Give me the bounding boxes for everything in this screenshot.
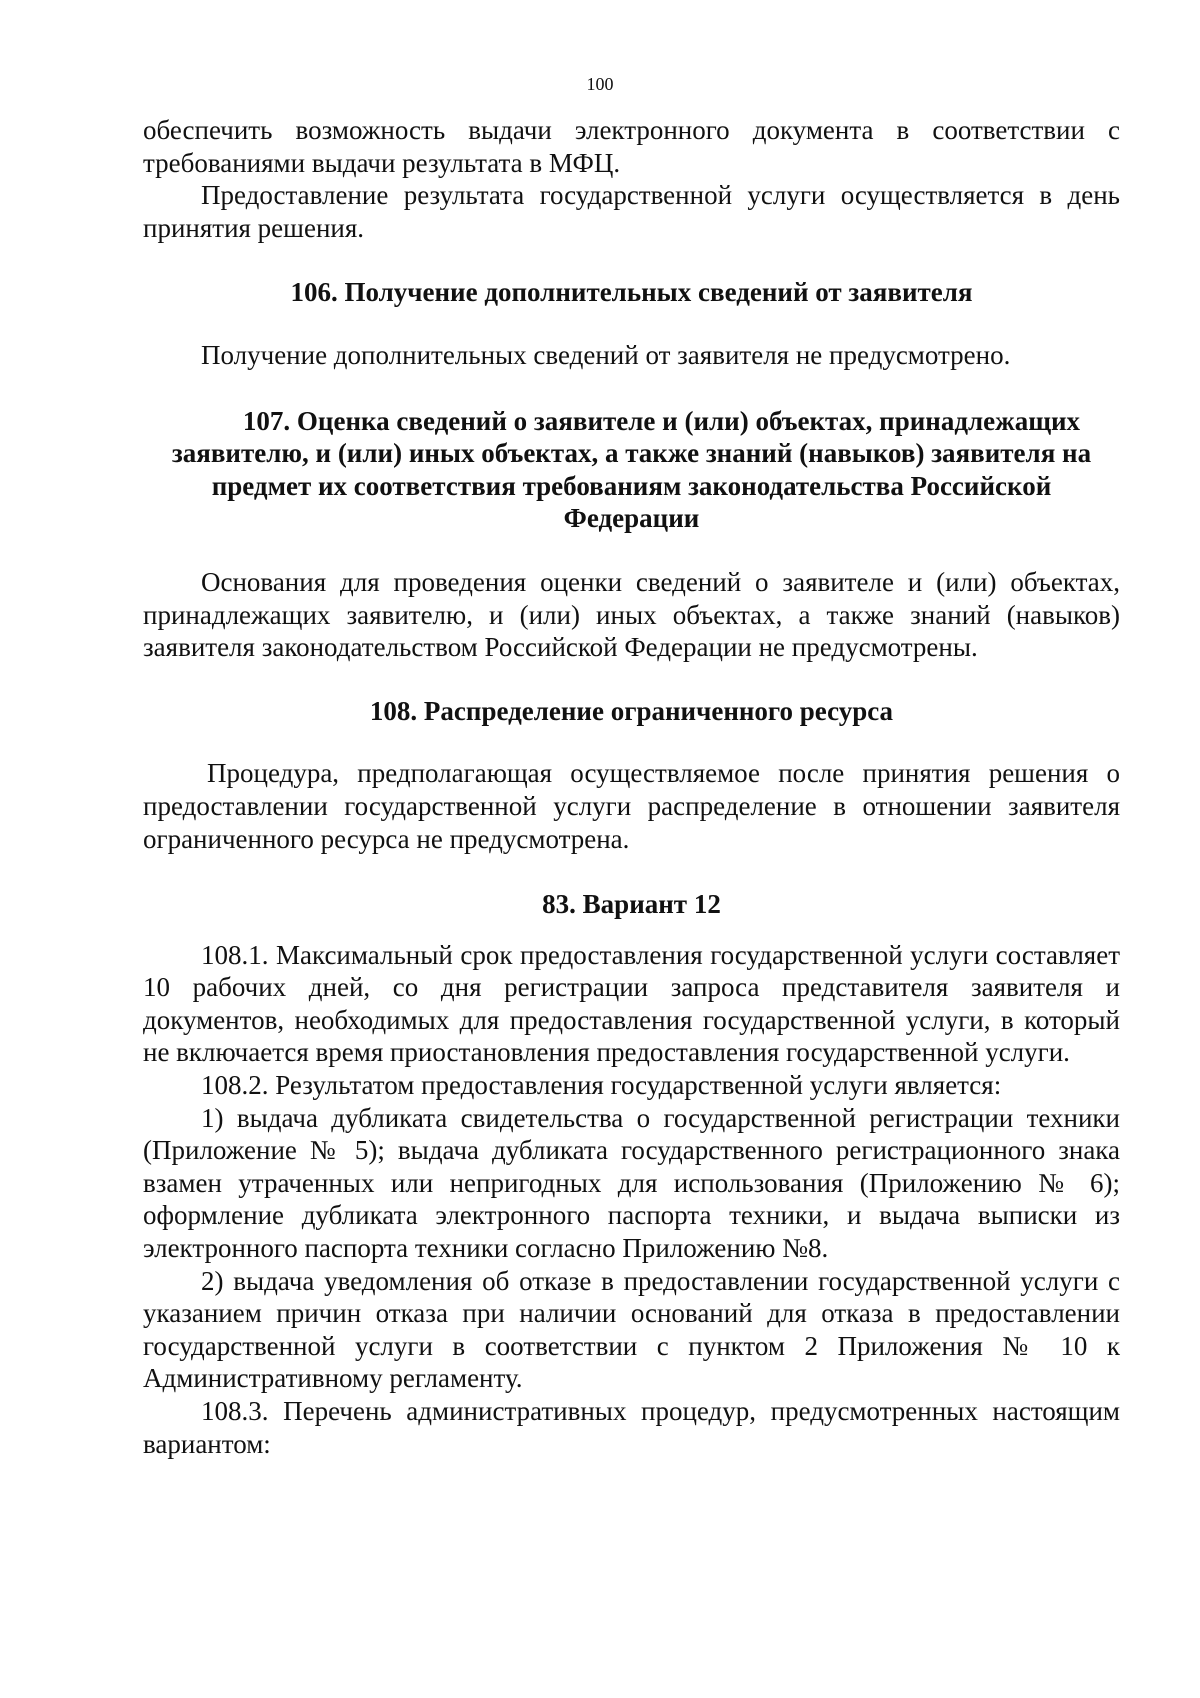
paragraph-mfc-issuance: обеспечить возможность выдачи электронного документа в соответствии с требованиями выдачи результата в МФЦ. xyxy=(143,115,1120,178)
paragraph-108-3: 108.3. Перечень административных процедур, предусмотренных настоящим вариантом: xyxy=(143,1396,1120,1459)
page-content xyxy=(143,114,1120,1460)
section-heading-variant-12: 83. Вариант 12 xyxy=(542,889,721,920)
paragraph-assessment-grounds: Основания для проведения оценки сведений о заявителе и (или) объектах, принадлежащих заявителю, и (или) иных объектах, а также знаний (навыков) заявителя законодательством Российской Федерации не предусмотрены. xyxy=(143,566,1120,663)
paragraph-resource-distribution: Процедура, предполагающая осуществляемое после принятия решения о предоставлении государственной услуги распределение в отношении заявителя ограниченного ресурса не предусмотрена. xyxy=(143,758,1120,854)
section-heading-108: 108. Распределение ограниченного ресурса xyxy=(369,695,894,726)
paragraph-additional-info: Получение дополнительных сведений от заявителя не предусмотрено. xyxy=(201,339,1011,370)
section-heading-107: 107. Оценка сведений о заявителе и (или) объектах, принадлежащих заявителю, и (или) иных объектах, а также знаний (навыков) заявителя на предмет их соответствия требованиям законодательства Российской Федерации xyxy=(171,405,1092,534)
paragraph-108-2: 108.2. Результатом предоставления государственной услуги является: xyxy=(201,1070,1002,1101)
paragraph-result-delivery: Предоставление результата государственной услуги осуществляется в день принятия решения. xyxy=(143,180,1120,243)
section-heading-106: 106. Получение дополнительных сведений от заявителя xyxy=(290,277,973,308)
list-item-result-1: 1) выдача дубликата свидетельства о государственной регистрации техники (Приложение № 5); выдача дубликата государственного регистрационного знака взамен утраченных или непригодных для использования (Приложению № 6); оформление дубликата электронного паспорта техники, и выдача выписки из электронного паспорта техники согласно Приложению №8. xyxy=(143,1102,1120,1264)
list-item-result-2: 2) выдача уведомления об отказе в предоставлении государственной услуги с указанием причин отказа при наличии оснований для отказа в предоставлении государственной услуги в соответствии с пунктом 2 Приложения № 10 к Административному регламенту. xyxy=(143,1265,1120,1394)
page-number: 100 xyxy=(586,74,614,94)
paragraph-108-1: 108.1. Максимальный срок предоставления государственной услуги составляет 10 рабочих дней, со дня регистрации запроса представителя заявителя и документов, необходимых для предоставления государственной услуги, в который не включается время приостановления предоставления государственной услуги. xyxy=(143,939,1120,1068)
